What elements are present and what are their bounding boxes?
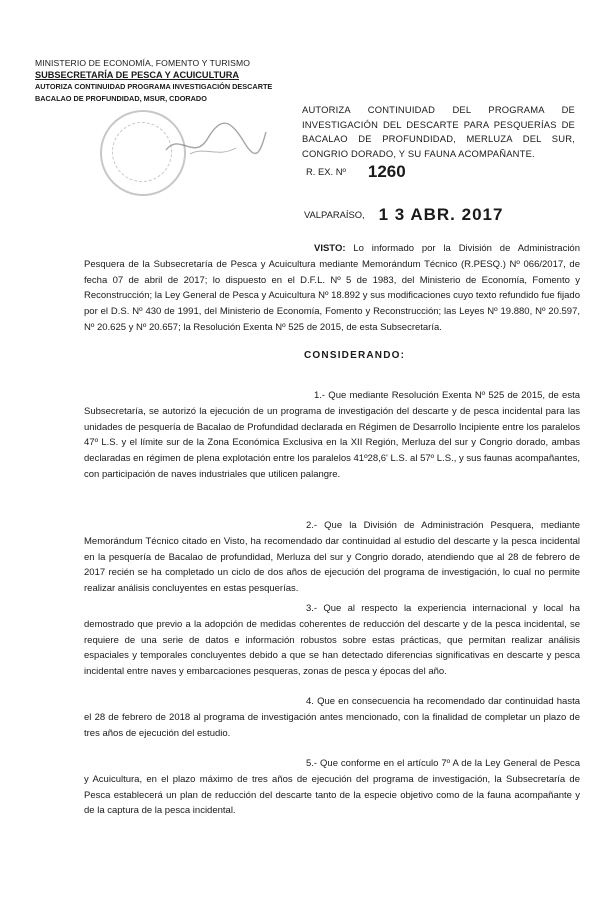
date-line [304,203,503,223]
subsecretaria-name: SUBSECRETARÍA DE PESCA Y ACUICULTURA [35,69,240,80]
visto-label: VISTO: [314,243,346,254]
considerando-paragraph-3: 3.- Que al respecto la experiencia internacional y local ha demostrado que previo a la adopción de medidas coherentes de reducción del descarte y de la pesca incidental, se requiere de una serie de datos e información robustos sobre estas prácticas, que permitan realizar análisis espaciales y temporales concluyentes debido a que se han detectado diferencias significativas en descarte y pesca incidental entre naves y embarcaciones pesqueras, zonas de pesca y épocas del año. [84,603,580,678]
resolution-label: R. EX. Nº [306,166,346,177]
header-subject-line-1: AUTORIZA CONTINUIDAD PROGRAMA INVESTIGACIÓN DESCARTE [35,82,273,91]
date-stamp: 1 3 ABR. 2017 [378,205,504,224]
visto-paragraph [84,241,580,336]
date-city: VALPARAÍSO, [304,209,365,220]
header-subject-line-2: BACALAO DE PROFUNDIDAD, MSUR, CDORADO [35,93,207,103]
resolution-number: 1260 [367,162,406,181]
handwritten-signature-mark [160,92,270,172]
resolution-number-line [306,160,406,180]
visto-text: Lo informado por la División de Administración Pesquera de la Subsecretaría de Pesca y Acuicultura mediante Memorándum Técnico (R.PESQ.) Nº 066/2017, de fecha 07 de abril de 2017; lo dispuesto en el D.F.L. Nº 5 de 1983, del Ministerio de Economía, Fomento y Reconstrucción; la Ley General de Pesca y Acuicultura Nº 18.892 y sus modificaciones cuyo texto refundido fue fijado por el D.S. Nº 430 de 1991, del Ministerio de Economía, Fomento y Reconstrucción; las Leyes Nº 19.880, Nº 20.597, Nº 20.625 y Nº 20.657; la Resolución Exenta Nº 525 de 2015, de esta Subsecretaría. [84,243,580,333]
considerando-paragraph-5: 5.- Que conforme en el artículo 7º A de la Ley General de Pesca y Acuicultura, en el plazo máximo de tres años de ejecución del programa de investigación, la Subsecretaría de Pesca establecerá un plan de reducción del descarte tanto de la especie objetivo como de la fauna acompañante y de la captura de la pesca incidental. [84,758,580,817]
considerando-paragraph-4: 4. Que en consecuencia ha recomendado dar continuidad hasta el 28 de febrero de 2018 al programa de investigación antes mencionado, con la finalidad de completar un plazo de tres años de ejecución del estudio. [84,696,580,739]
resolution-title [302,103,575,161]
resolution-title-last-line: CONGRIO DORADO, Y SU FAUNA ACOMPAÑANTE. [302,147,535,159]
considerando-paragraph-2: 2.- Que la División de Administración Pesquera, mediante Memorándum Técnico citado en Visto, ha recomendado dar continuidad al estudio del descarte y la pesca incidental en la pesquería de Bacalao de profundidad, Merluza del sur y Congrio dorado, atendiendo que al 28 de febrero de 2017 recién se ha completado un ciclo de dos años de ejecución del programa de investigación, lo cual no permite realizar análisis concluyentes en estas pesquerías. [84,520,580,595]
considerando-paragraph-1: 1.- Que mediante Resolución Exenta Nº 525 de 2015, de esta Subsecretaría, se autorizó la ejecución de un programa de investigación del descarte y de pesca incidental para las unidades de pesquería de Bacalao de Profundidad declarada en Régimen de Desarrollo Incipiente entre los paralelos 47º L.S. y el límite sur de la Zona Económica Exclusiva en la XII Región, Merluza del sur y Congrio dorado, ambas declaradas en régimen de plena explotación entre los paralelos 41º28,6' L.S. al 57º L.S., y sus faunas acompañantes, con participación de naves industriales que utilicen palangre. [84,390,580,480]
considerando-heading: CONSIDERANDO: [304,350,406,361]
resolution-title-text: AUTORIZA CONTINUIDAD DEL PROGRAMA DE INVESTIGACIÓN DEL DESCARTE PARA PESQUERÍAS DE BACALAO DE PROFUNDIDAD, MERLUZA DEL SUR, [302,104,575,145]
ministry-name: MINISTERIO DE ECONOMÍA, FOMENTO Y TURISMO [35,58,250,68]
